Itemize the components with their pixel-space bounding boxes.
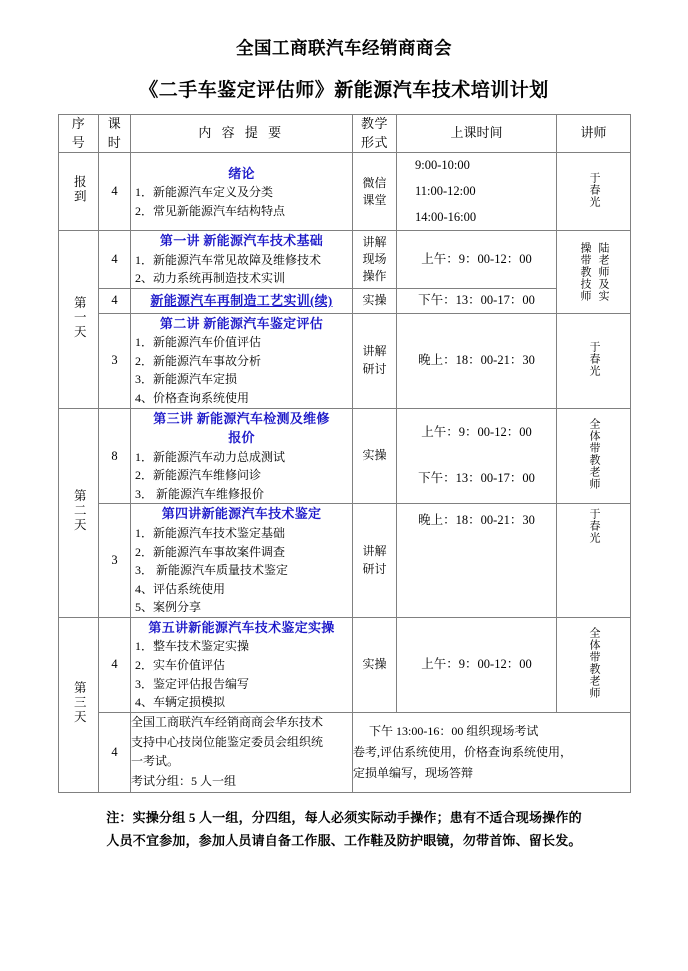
header-form-line1: 教学	[360, 115, 388, 131]
time-line: 上午：9：00-12：00	[421, 656, 532, 671]
time-line: 上午：9：00-12：00	[421, 251, 532, 266]
teacher-name-col1: 陆老师及实	[597, 242, 610, 303]
header-hours-line2: 时	[107, 134, 122, 150]
table-row	[59, 408, 631, 504]
column-header-hours	[99, 114, 131, 153]
row-content	[131, 153, 353, 231]
time-line: 晚上：18：00-21：30	[418, 513, 535, 528]
row-form	[353, 289, 397, 314]
content-item: 4、评估系统使用	[135, 581, 226, 596]
row-hours: 8	[99, 408, 131, 504]
header-form-line2: 形式	[360, 134, 388, 150]
seq-label: 报到	[72, 175, 87, 205]
title-block	[58, 0, 630, 103]
teacher-name: 于春光	[588, 508, 601, 545]
content-item: 2．实车价值评估	[135, 658, 226, 673]
content-item: 3．新能源汽车定损	[135, 372, 238, 387]
seq-label: 第三天	[72, 681, 87, 725]
exam-schedule-line: 定损单编写，现场答辩	[353, 765, 474, 780]
row-form	[353, 504, 397, 617]
header-hours-line1: 课	[107, 115, 122, 131]
row-form	[353, 153, 397, 231]
organization-title: 全国工商联汽车经销商商会	[236, 38, 452, 58]
row-hours: 4	[99, 617, 131, 712]
header-seq-line1: 序	[71, 115, 86, 131]
content-title: 第三讲 新能源汽车检测及维修	[153, 410, 330, 426]
content-item: 4、价格查询系统使用	[135, 391, 250, 406]
row-content	[131, 408, 353, 504]
row-hours: 4	[99, 231, 131, 289]
exam-desc-line: 全国工商联汽车经销商商会华东技术	[131, 714, 324, 729]
row-time	[397, 504, 557, 617]
content-item: 5、案例分享	[135, 600, 202, 615]
form-line2: 研讨	[362, 361, 387, 376]
exam-desc-line: 支持中心技岗位能鉴定委员会组织统	[131, 734, 324, 749]
table-header-row	[59, 114, 631, 153]
training-schedule-table	[58, 114, 631, 793]
form-line3: 操作	[362, 269, 387, 284]
content-item: 2．新能源汽车事故案件调查	[135, 544, 286, 559]
row-hours: 4	[99, 289, 131, 314]
content-item: 2、动力系统再制造技术实训	[135, 271, 286, 286]
row-seq-day2	[59, 408, 99, 617]
row-time	[397, 408, 557, 504]
form-line1: 讲解	[362, 234, 387, 249]
form-line1: 讲解	[362, 344, 387, 359]
teacher-vertical-columns	[557, 242, 630, 302]
table-row	[59, 712, 631, 792]
column-header-time: 上课时间	[397, 114, 557, 153]
content-item: 1．新能源汽车动力总成测试	[135, 449, 286, 464]
row-content	[131, 313, 353, 408]
time-line: 晚上：18：00-21：30	[418, 352, 535, 367]
time-line: 14:00-16:00	[415, 209, 477, 224]
row-teacher	[557, 408, 631, 504]
table-row	[59, 231, 631, 289]
row-exam-schedule	[353, 712, 631, 792]
form-line1: 微信	[362, 175, 387, 190]
content-item: 3．鉴定评估报告编写	[135, 676, 250, 691]
row-time	[397, 153, 557, 231]
time-line: 9:00-10:00	[415, 158, 470, 173]
form-line1: 实操	[362, 657, 387, 672]
exam-desc-line: 考试分组：5 人一组	[131, 774, 237, 789]
content-title: 第二讲 新能源汽车鉴定评估	[159, 315, 324, 331]
teacher-name: 于春光	[588, 340, 601, 377]
time-line: 上午：9：00-12：00	[421, 425, 532, 440]
content-item: 1．整车技术鉴定实操	[135, 639, 250, 654]
row-form	[353, 313, 397, 408]
teacher-name: 于春光	[588, 171, 601, 208]
exam-schedule-line: 卷考,评估系统使用，价格查询系统使用，	[353, 745, 573, 760]
column-header-form	[353, 114, 397, 153]
table-row	[59, 153, 631, 231]
row-teacher	[557, 153, 631, 231]
row-seq-day1	[59, 231, 99, 408]
footnote	[58, 807, 630, 853]
exam-schedule-line: 下午 13:00-16：00 组织现场考试	[369, 724, 539, 739]
teacher-name: 全体带教老师	[588, 418, 601, 491]
header-seq-line2: 号	[71, 134, 86, 150]
row-form	[353, 617, 397, 712]
column-header-seq	[59, 114, 99, 153]
table-row	[59, 313, 631, 408]
footnote-line1: 注：实操分组 5 人一组，分四组，每人必须实际动手操作；患有不适合现场操作的	[106, 809, 582, 825]
table-row	[59, 617, 631, 712]
form-line1: 讲解	[362, 544, 387, 559]
form-line1: 实操	[362, 293, 387, 308]
row-time	[397, 617, 557, 712]
row-hours: 3	[99, 504, 131, 617]
row-hours: 4	[99, 712, 131, 792]
time-line: 11:00-12:00	[415, 184, 476, 199]
form-line2: 研讨	[362, 561, 387, 576]
row-teacher	[557, 231, 631, 313]
content-item: 1．新能源汽车技术鉴定基础	[135, 525, 286, 540]
time-line: 下午：13：00-17：00	[418, 293, 535, 308]
content-title: 第四讲新能源汽车技术鉴定	[161, 506, 322, 522]
row-content-exam	[131, 712, 353, 792]
row-seq-registration	[59, 153, 99, 231]
content-title-line2: 报价	[228, 430, 255, 446]
time-line: 下午：13：00-17：00	[418, 471, 535, 486]
form-line2: 现场	[362, 252, 387, 266]
row-content	[131, 504, 353, 617]
content-title: 绪论	[228, 165, 255, 181]
exam-desc-line: 一考试。	[131, 754, 180, 769]
table-row	[59, 289, 631, 314]
seq-label: 第一天	[72, 295, 87, 340]
content-title: 第一讲 新能源汽车技术基础	[159, 233, 324, 249]
row-time	[397, 289, 557, 314]
row-seq-day3	[59, 617, 99, 792]
seq-label: 第二天	[72, 489, 87, 533]
content-item: 3． 新能源汽车维修报价	[135, 486, 265, 501]
row-content	[131, 617, 353, 712]
column-header-content: 内 容 提 要	[131, 114, 353, 153]
row-form	[353, 408, 397, 504]
content-item: 1．新能源汽车价值评估	[135, 335, 262, 350]
row-teacher	[557, 313, 631, 408]
row-teacher	[557, 504, 631, 617]
document-title: 《二手车鉴定评估师》新能源汽车技术培训计划	[139, 80, 549, 101]
row-hours: 4	[99, 153, 131, 231]
footnote-line2: 人员不宜参加，参加人员请自备工作服、工作鞋及防护眼镜，勿带首饰、留长发。	[106, 832, 582, 848]
column-header-teacher: 讲师	[557, 114, 631, 153]
content-title: 第五讲新能源汽车技术鉴定实操	[148, 619, 335, 635]
row-teacher	[557, 617, 631, 712]
form-line1: 实操	[362, 448, 387, 463]
row-hours: 3	[99, 313, 131, 408]
content-title: 新能源汽车再制造工艺实训(续)	[150, 293, 333, 309]
content-item: 1．新能源汽车常见故障及维修技术	[135, 252, 322, 267]
content-item: 1．新能源汽车定义及分类	[135, 185, 274, 200]
form-line2: 课堂	[362, 192, 387, 207]
row-form	[353, 231, 397, 289]
content-item: 2．新能源汽车维修问诊	[135, 468, 262, 483]
teacher-name-col2: 操带教技师	[579, 242, 591, 303]
content-item: 3． 新能源汽车质量技术鉴定	[135, 563, 289, 578]
teacher-name: 全体带教老师	[588, 626, 601, 699]
row-content	[131, 231, 353, 289]
row-time	[397, 231, 557, 289]
row-time	[397, 313, 557, 408]
content-item: 2．新能源汽车事故分析	[135, 353, 262, 368]
row-content	[131, 289, 353, 314]
table-row	[59, 504, 631, 617]
content-item: 2．常见新能源汽车结构特点	[135, 203, 286, 218]
content-item: 4、车辆定损模拟	[135, 695, 226, 710]
